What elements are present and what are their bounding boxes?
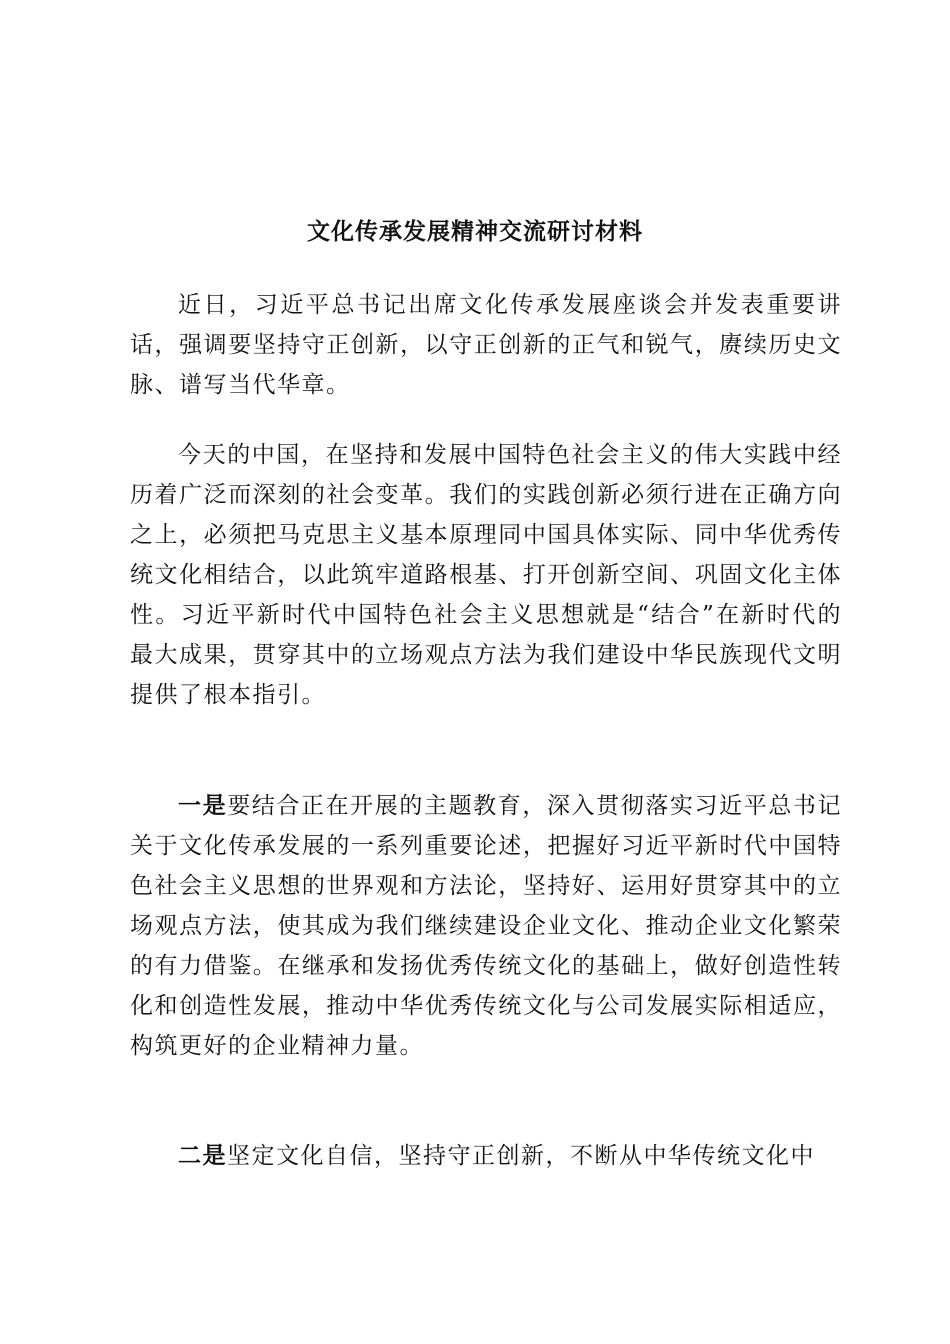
paragraph-text: 要结合正在开展的主题教育，深入贯彻落实习近平总书记关于文化传承发展的一系列重要论述，把握好习近平新时代中国特色社会主义思想的世界观和方法论，坚持好、运用好贯穿其中的立场观点方法，使其成为我们继续建设企业文化、推动企业文化繁荣的有力借鉴。在继承和发扬优秀传统文化的基础上，做好创造性转化和创造性发展，推动中华优秀传统文化与公司发展实际相适应，构筑更好的企业精神力量。 bbox=[130, 793, 843, 1059]
paragraph-1 bbox=[130, 285, 842, 405]
paragraph-text: 今天的中国，在坚持和发展中国特色社会主义的伟大实践中经历着广泛而深刻的社会变革。我们的实践创新必须行进在正确方向之上，必须把马克思主义基本原理同中国具体实际、同中华优秀传统文化相结合，以此筑牢道路根基、打开创新空间、巩固文化主体性。习近平新时代中国特色社会主义思想就是“结合”在新时代的最大成果，贯穿其中的立场观点方法为我们建设中华民族现代文明提供了根本指引。 bbox=[130, 442, 842, 708]
paragraph-2 bbox=[130, 435, 842, 715]
paragraph-lead-bold: 一是 bbox=[178, 792, 228, 819]
paragraph-3 bbox=[130, 786, 842, 1066]
document-title: 文化传承发展精神交流研讨材料 bbox=[307, 218, 643, 245]
paragraph-text: 近日，习近平总书记出席文化传承发展座谈会并发表重要讲话，强调要坚持守正创新，以守正创新的正气和锐气，赓续历史文脉、谱写当代华章。 bbox=[130, 292, 842, 398]
paragraph-text: 坚定文化自信，坚持守正创新，不断从中华传统文化中 bbox=[227, 1143, 815, 1169]
paragraph-lead-bold: 二是 bbox=[178, 1142, 227, 1169]
paragraph-4 bbox=[130, 1136, 842, 1176]
